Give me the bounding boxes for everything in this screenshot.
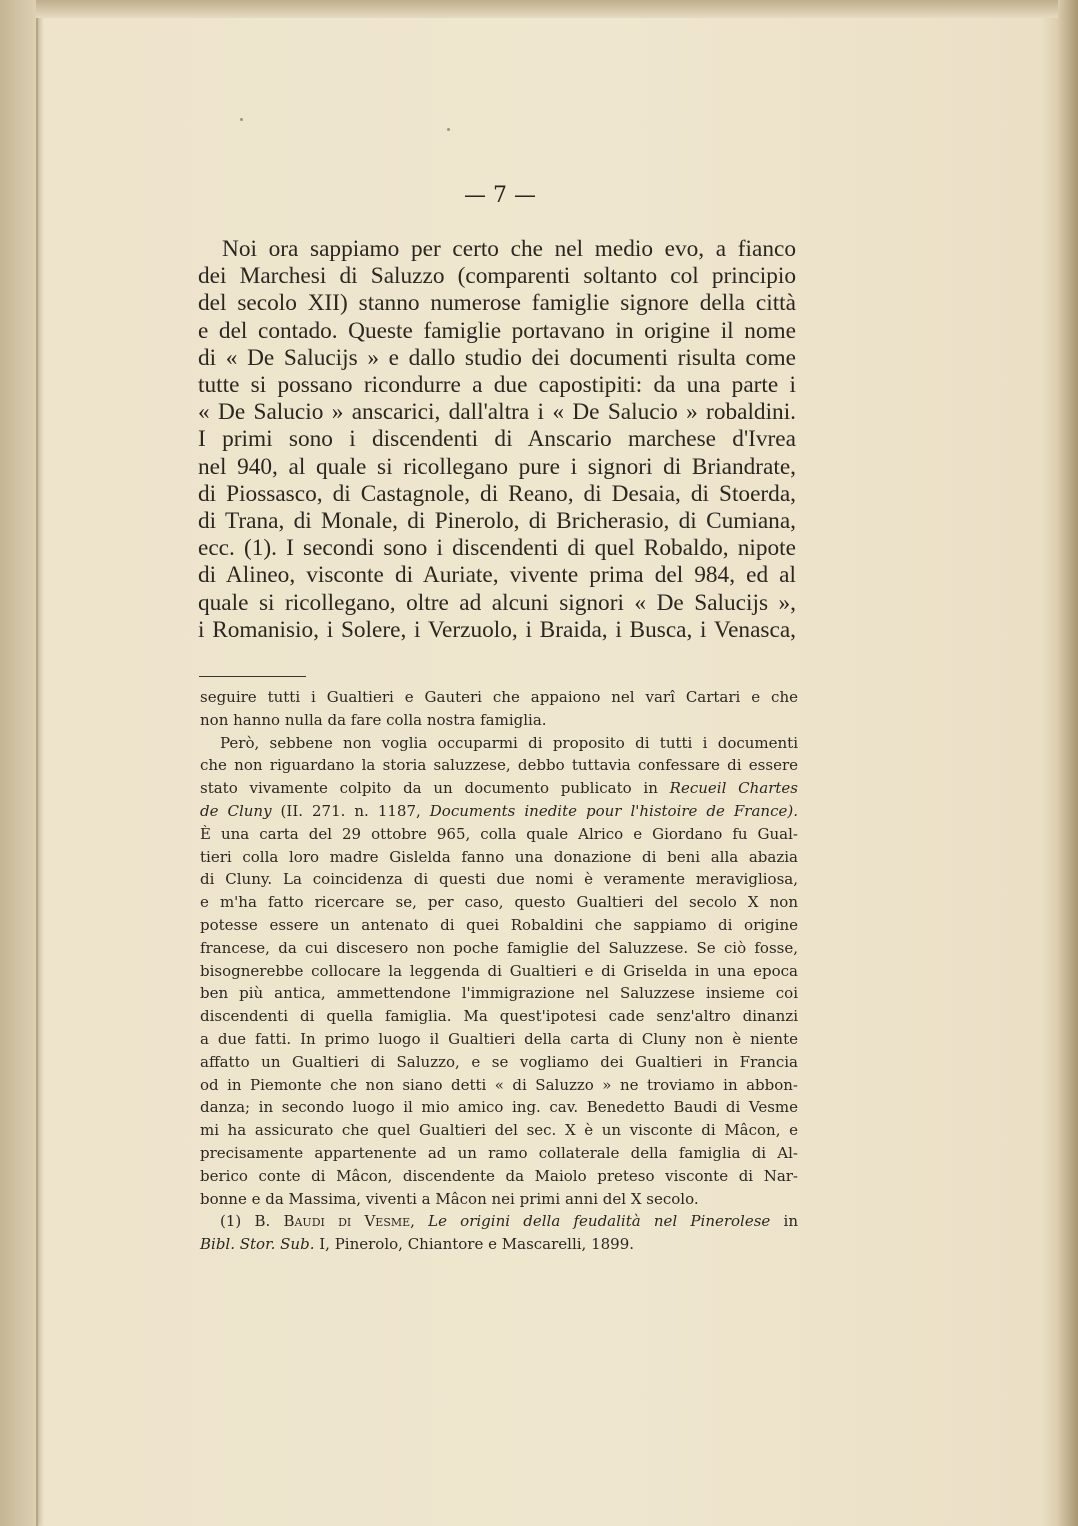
note-line: di Cluny. La coincidenza di questi due nomi è veramente meravigliosa, [200, 870, 798, 889]
note-line: francese, da cui discesero non poche famiglie del Saluzzese. Se ciò fosse, [200, 938, 798, 957]
text-line: quale si ricollegano, oltre ad alcuni signori « De Salucijs », [198, 589, 796, 616]
note-line: precisamente appartenente ad un ramo collaterale della famiglia di Al- [200, 1143, 798, 1162]
note-line: mi ha assicurato che quel Gualtieri del sec. X è un visconte di Mâcon, e [200, 1121, 798, 1140]
top-page-edge [36, 0, 1078, 18]
footnote-1-cont [200, 1233, 798, 1256]
text-line: I primi sono i discendenti di Anscario marchese d'Ivrea [198, 426, 796, 453]
footnotes [200, 686, 798, 1256]
footnote-title: Le origini della feudalità nel Pinerolese [428, 1212, 771, 1231]
note-line: discendenti di quella famiglia. Ma quest'ipotesi cade senz'altro dinanzi [200, 1007, 798, 1026]
text-line: e del contado. Queste famiglie portavano in origine il nome [198, 317, 796, 344]
text-line: di Trana, di Monale, di Pinerolo, di Bricherasio, di Cumiana, [198, 508, 796, 535]
text-line: Noi ora sappiamo per certo che nel medio evo, a fianco [222, 236, 796, 262]
right-page-edge [1058, 0, 1078, 1526]
work-title: Recueil Chartes [669, 779, 798, 798]
note-line: che non riguardano la storia saluzzese, debbo tuttavia confessare di essere [200, 756, 798, 775]
work-title: de Cluny [200, 801, 272, 820]
text-line: di Piossasco, di Castagnole, di Reano, di Desaia, di Stoerda, [198, 480, 796, 507]
note-text: I, Pinerolo, Chiantore e Mascarelli, 1899. [319, 1235, 635, 1254]
text-line: tutte si possano ricondurre a due capostipiti: da una parte i [198, 372, 796, 399]
note-text: in [783, 1212, 798, 1231]
note-line: od in Piemonte che non siano detti « di Saluzzo » ne troviamo in abbon- [200, 1075, 798, 1094]
note-line: bonne e da Massima, viventi a Mâcon nei primi anni del X secolo. [200, 1189, 699, 1208]
main-text [198, 236, 796, 644]
note-line: Però, sebbene non voglia occuparmi di proposito di tutti i documenti [220, 733, 798, 752]
text-line: del secolo XII) stanno numerose famiglie signore della città [198, 290, 796, 317]
note-line: tieri colla loro madre Gislelda fanno una donazione di beni alla abazia [200, 847, 798, 866]
note-line: ben più antica, ammettendone l'immigrazione nel Saluzzese insieme coi [200, 984, 798, 1003]
footnote-separator [199, 676, 306, 677]
text-line: di « De Salucijs » e dallo studio dei documenti risulta come [198, 344, 796, 371]
note-line: È una carta del 29 ottobre 965, colla quale Alrico e Giordano fu Gual- [200, 824, 798, 843]
text-line: nel 940, al quale si ricollegano pure i signori di Briandrate, [198, 453, 796, 480]
note-line: bisognerebbe collocare la leggenda di Gualtieri e di Griselda in una epoca [200, 961, 798, 980]
note-line: berico conte di Mâcon, discendente da Maiolo preteso visconte di Nar- [200, 1166, 798, 1185]
footnote-series: Bibl. Stor. Sub. [200, 1235, 315, 1254]
footnote-1 [200, 1210, 798, 1233]
note-line: seguire tutti i Gualtieri e Gauteri che appaiono nel varî Cartari e che [200, 688, 798, 706]
note-text: (II. 271. n. 1187, [280, 801, 421, 820]
footnote-marker: (1) B. [220, 1212, 271, 1231]
note-line: potesse essere un antenato di quei Robaldini che sappiamo di origine [200, 915, 798, 934]
ink-speck [240, 118, 243, 121]
text-line: dei Marchesi di Saluzzo (comparenti soltanto col principio [198, 263, 796, 290]
text-line: di Alineo, visconte di Auriate, vivente prima del 984, ed al [198, 562, 796, 589]
note-line [200, 800, 798, 823]
note-text: stato vivamente colpito da un documento publicato in [200, 779, 658, 798]
work-title: Documents inedite pour l'histoire de France). [429, 801, 798, 820]
footnote-author: Baudi di Vesme, [283, 1212, 415, 1231]
note-line: a due fatti. In primo luogo il Gualtieri della carta di Cluny non è niente [200, 1029, 798, 1048]
text-line: ecc. (1). I secondi sono i discendenti di quel Robaldo, nipote [198, 535, 796, 562]
note-line: non hanno nulla da fare colla nostra famiglia. [200, 710, 547, 729]
ink-speck [447, 128, 450, 131]
binding-edge [0, 0, 38, 1526]
note-line: e m'ha fatto ricercare se, per caso, questo Gualtieri del secolo X non [200, 893, 798, 912]
page-number: — 7 — [464, 183, 536, 208]
note-line: affatto un Gualtieri di Saluzzo, e se vogliamo dei Gualtieri in Francia [200, 1052, 798, 1071]
note-line: danza; in secondo luogo il mio amico ing. cav. Benedetto Baudi di Vesme [200, 1098, 798, 1117]
text-line: i Romanisio, i Solere, i Verzuolo, i Braida, i Busca, i Venasca, [198, 616, 796, 643]
text-line: « De Salucio » anscarici, dall'altra i « De Salucio » robaldini. [198, 399, 796, 426]
note-line [200, 777, 798, 800]
